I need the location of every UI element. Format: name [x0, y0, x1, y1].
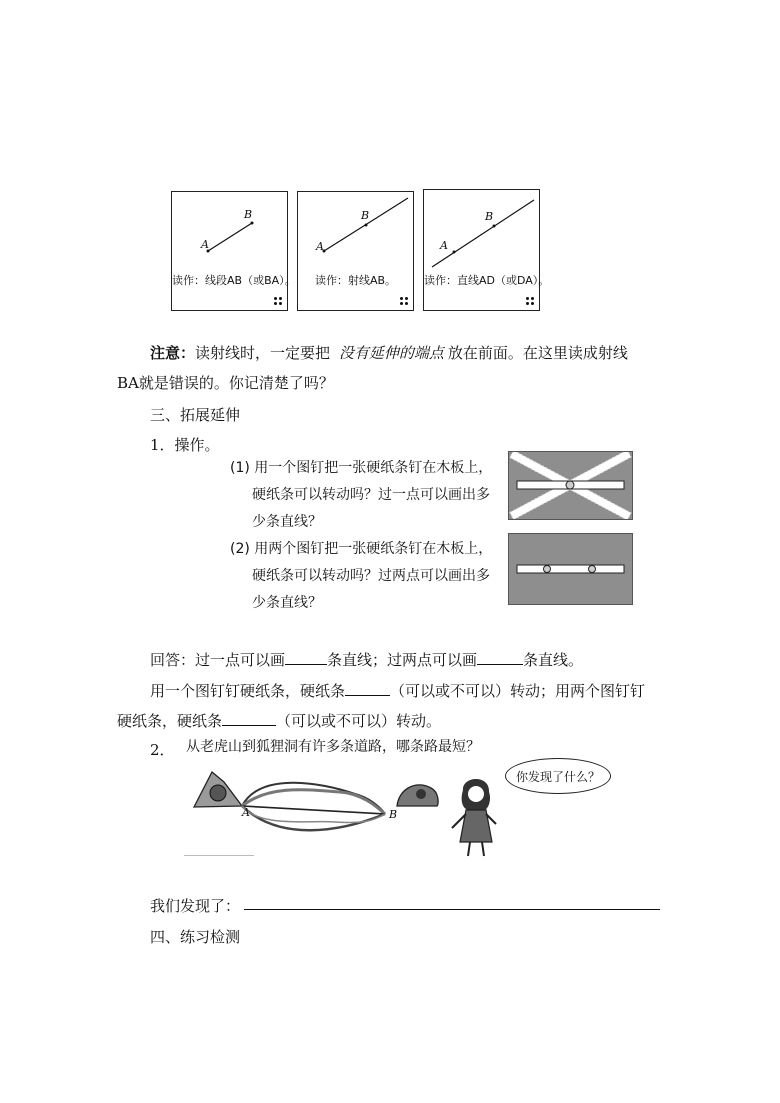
figure-segment [171, 191, 296, 311]
figure-caption: 读作：线段AB（或BA）。 [172, 274, 296, 287]
segment-diagram [172, 192, 296, 310]
figure-ray [297, 191, 414, 311]
rotating-strip-image [508, 451, 633, 520]
note-line-1: 注意：读射线时，一定要把 没有延伸的端点 放在前面。在这里读成射线 [150, 344, 628, 362]
operation-1-text: (1) 用一个图钉把一张硬纸条钉在木板上， 硬纸条可以转动吗？过一点可以画出多 少条直线？ [230, 460, 493, 530]
section-4-title: 四、练习检测 [150, 928, 241, 946]
girl-icon [446, 770, 506, 860]
point-b-label: B [485, 210, 494, 223]
answer-line-2: 用一个图钉钉硬纸条，硬纸条 （可以或不可以）转动；用两个图钉钉 [150, 682, 646, 700]
found-label: 我们发现了： [150, 897, 241, 915]
two-pin-strip-diagram [509, 534, 632, 604]
figure-caption: 读作：直线AD（或DA）。 [424, 274, 550, 287]
paths-illustration [190, 762, 410, 832]
figure-caption: 读作：射线AB。 [314, 274, 397, 287]
found-answer-line[interactable] [244, 909, 660, 910]
blank-two-pins[interactable] [222, 711, 276, 726]
point-a-label: A [201, 238, 209, 251]
section-3-title: 三、拓展延伸 [150, 406, 241, 424]
dots-icon [400, 297, 409, 306]
figure-line [423, 189, 550, 311]
speech-bubble: 你发现了什么？ [505, 758, 611, 794]
note-line-2: BA就是错误的。你记清楚了吗？ [117, 374, 334, 392]
fox-den-icon [395, 780, 441, 810]
point-a-label: A [242, 806, 250, 819]
point-a-label: A [440, 239, 448, 252]
item-2-number: 2． [150, 741, 175, 759]
answer-line-1: 回答：过一点可以画 条直线；过两点可以画 条直线。 [150, 651, 584, 669]
blank-one-point[interactable] [285, 650, 327, 665]
point-b-label: B [244, 208, 253, 221]
two-pin-strip-image [508, 533, 633, 605]
item-2-question: 从老虎山到狐狸洞有许多条道路，哪条路最短？ [186, 739, 480, 755]
item-1-label: 1．操作。 [150, 436, 220, 454]
operation-2-text: (2) 用两个图钉把一张硬纸条钉在木板上， 硬纸条可以转动吗？过两点可以画出多 少条直线？ [230, 541, 493, 611]
point-b-label: B [389, 808, 398, 821]
dots-icon [526, 297, 535, 306]
point-a-label: A [316, 240, 324, 253]
point-b-label: B [361, 209, 370, 222]
answer-line-3: 硬纸条，硬纸条 （可以或不可以）转动。 [117, 712, 442, 730]
note-emphasis: 没有延伸的端点 [338, 344, 444, 362]
blank-one-pin[interactable] [345, 681, 390, 696]
note-label: 注意： [150, 344, 196, 362]
dots-icon [274, 297, 283, 306]
one-pin-strips-diagram [509, 452, 632, 519]
divider [184, 855, 254, 856]
blank-two-points[interactable] [477, 650, 523, 665]
